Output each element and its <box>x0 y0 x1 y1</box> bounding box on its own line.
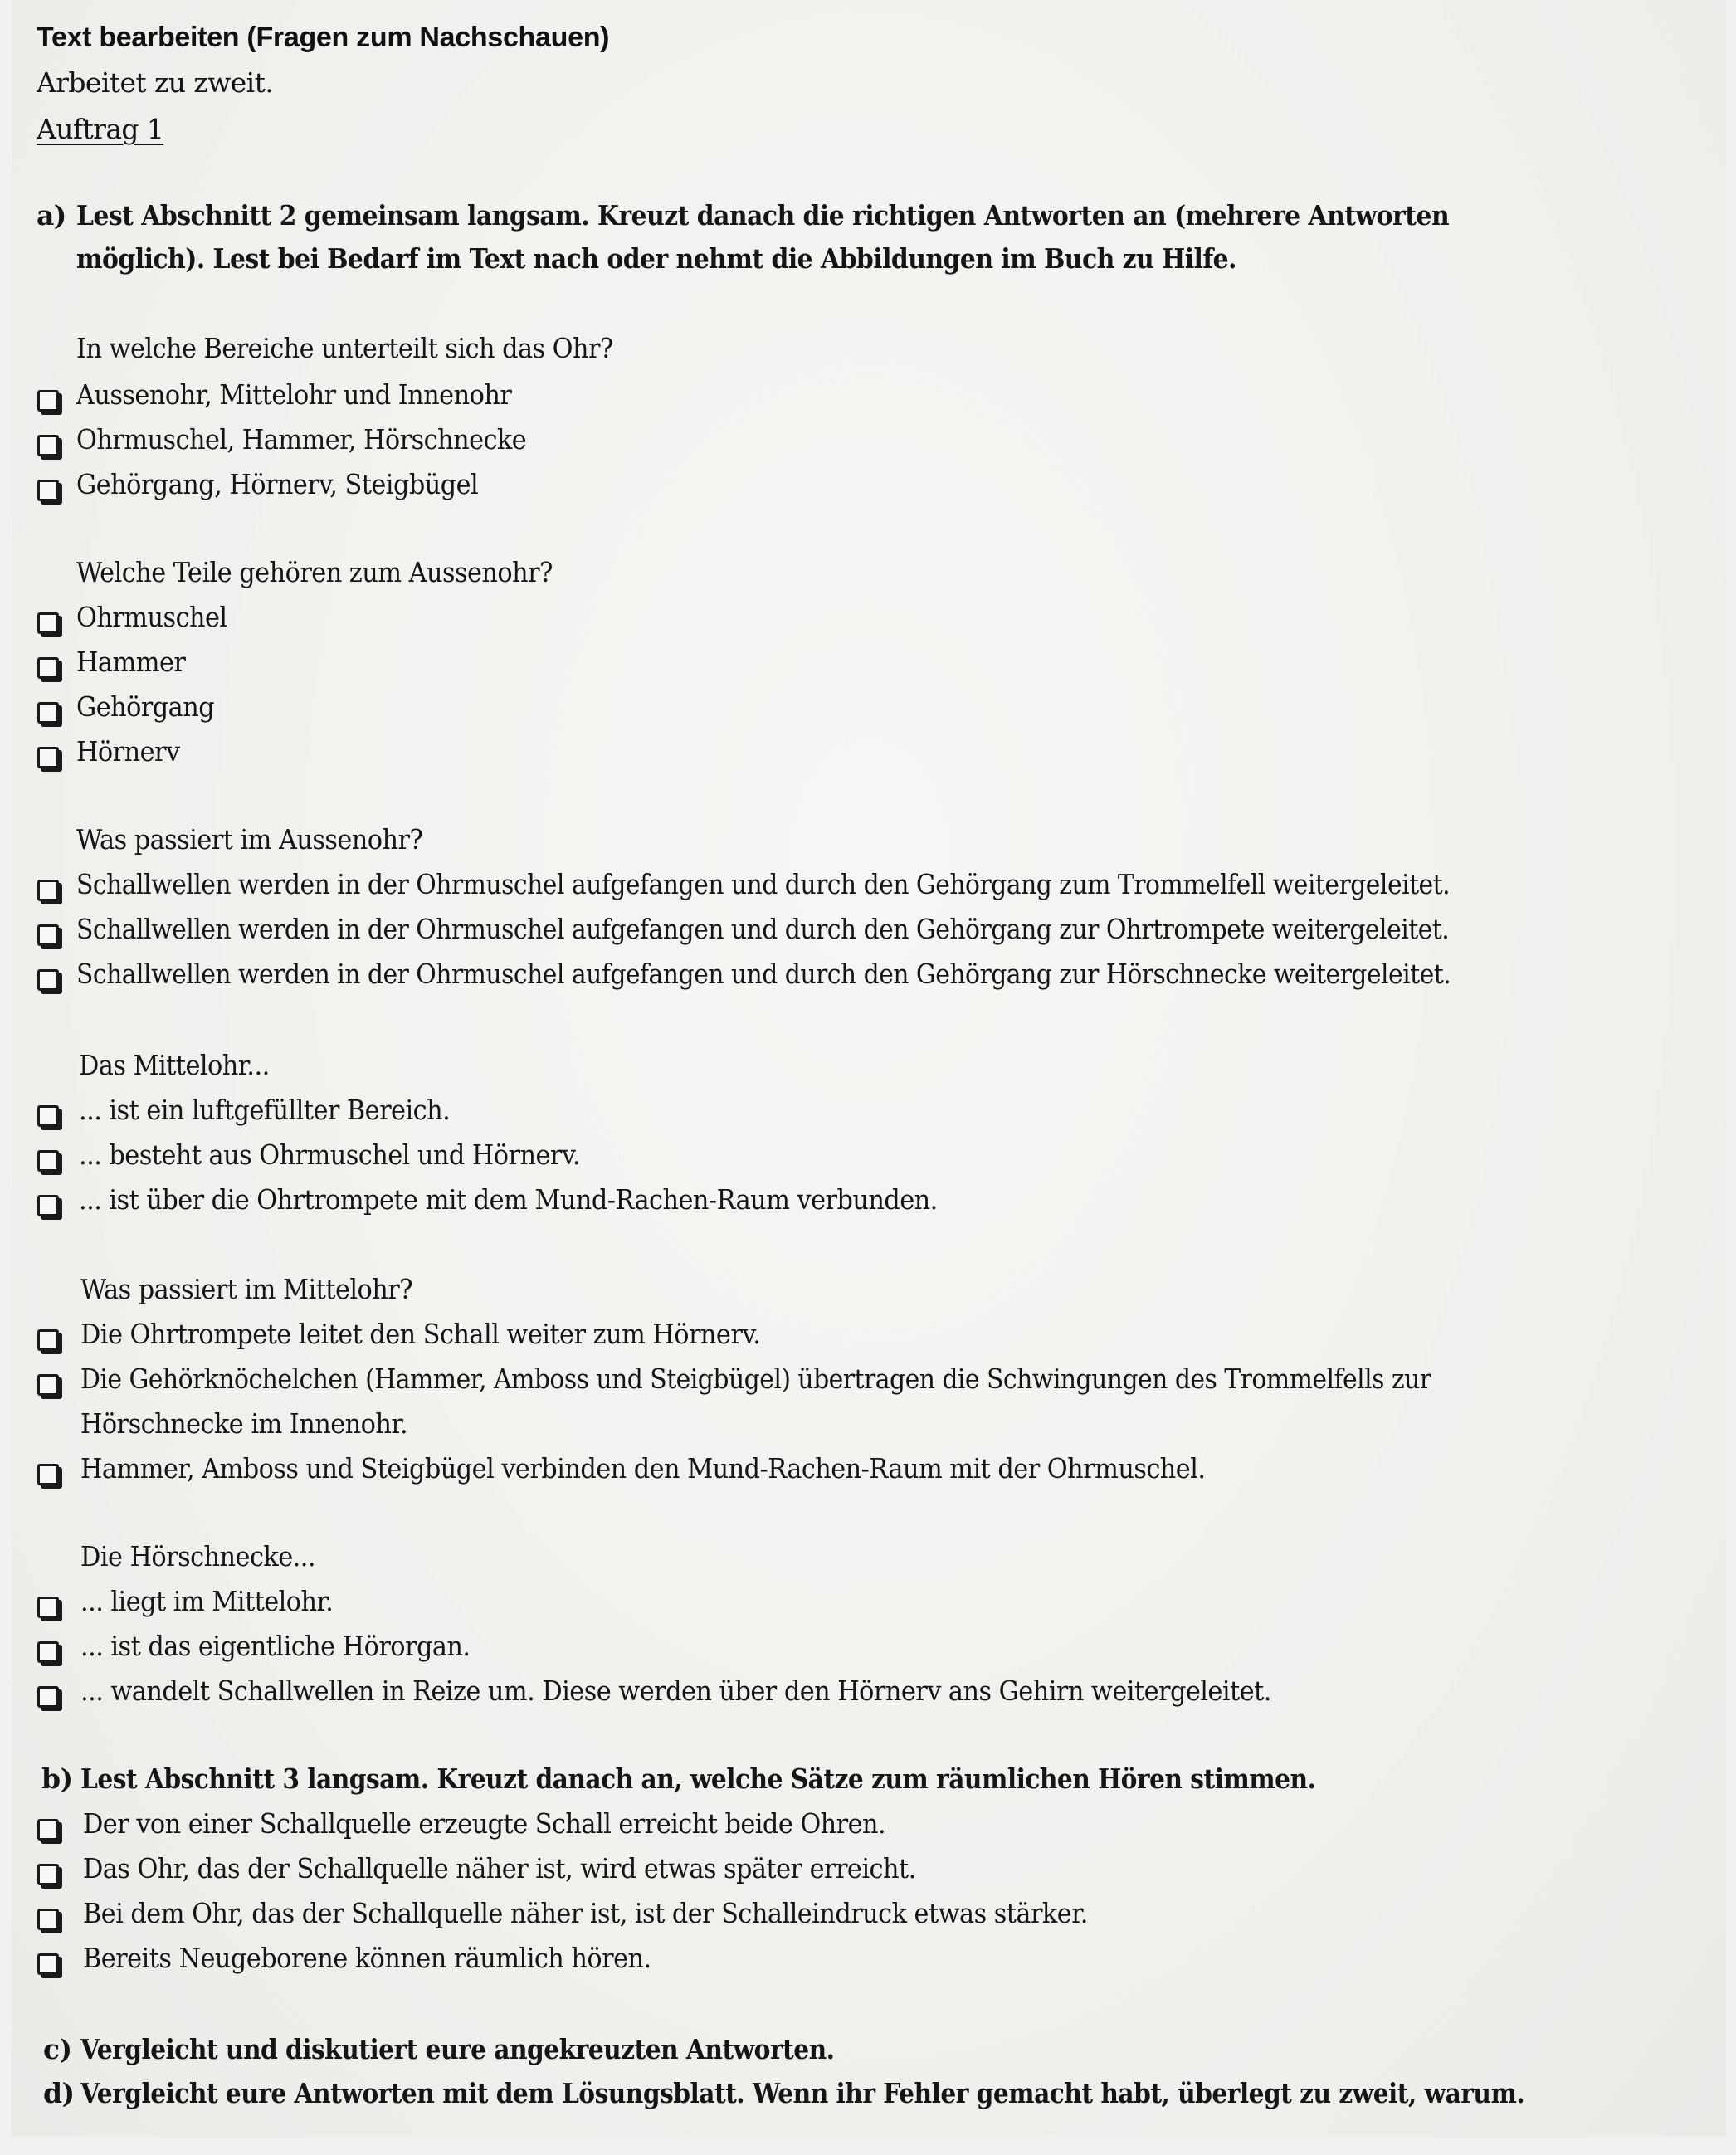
answer-option[interactable] <box>0 1675 1736 1719</box>
answer-option[interactable] <box>0 468 1736 513</box>
task-c-label: c) <box>43 2033 72 2065</box>
checkbox-icon[interactable] <box>37 702 59 724</box>
checkbox-icon[interactable] <box>37 1105 59 1127</box>
checkbox-icon[interactable] <box>37 880 59 901</box>
option-label: ... wandelt Schallwellen in Reize um. Diese werden über den Hörnerv ans Gehirn weitergeleitet. <box>80 1675 1271 1707</box>
option-label: Bei dem Ohr, das der Schallquelle näher ist, ist der Schalleindruck etwas stärker. <box>83 1897 1088 1929</box>
option-label: Der von einer Schallquelle erzeugte Schall erreicht beide Ohren. <box>83 1807 886 1840</box>
option-label: ... ist über die Ohrtrompete mit dem Mund-Rachen-Raum verbunden. <box>79 1183 938 1216</box>
option-label: Schallwellen werden in der Ohrmuschel aufgefangen und durch den Gehörgang zum Trommelfell weitergeleitet. <box>76 868 1451 900</box>
answer-option[interactable] <box>0 1942 1736 1987</box>
answer-option[interactable] <box>0 1363 1736 1407</box>
answer-option[interactable] <box>0 1897 1736 1942</box>
answer-option[interactable] <box>0 646 1736 690</box>
page-title: Text bearbeiten (Fragen zum Nachschauen) <box>37 22 610 53</box>
answer-option[interactable] <box>0 1630 1736 1675</box>
option-label: Hammer, Amboss und Steigbügel verbinden den Mund-Rachen-Raum mit der Ohrmuschel. <box>80 1452 1206 1485</box>
option-label: Bereits Neugeborene können räumlich hören. <box>83 1942 651 1974</box>
option-label: ... ist das eigentliche Hörorgan. <box>80 1630 471 1662</box>
answer-option[interactable] <box>0 958 1736 1002</box>
question-outer-ear-process: Was passiert im Aussenohr? <box>76 823 423 856</box>
question-middle-ear: Das Mittelohr... <box>79 1049 270 1081</box>
answer-option[interactable] <box>0 1852 1736 1897</box>
answer-option[interactable] <box>0 1807 1736 1852</box>
answer-option[interactable] <box>0 913 1736 958</box>
option-label: Ohrmuschel, Hammer, Hörschnecke <box>76 423 527 456</box>
answer-option[interactable] <box>0 601 1736 646</box>
assignment-heading: Auftrag 1 <box>37 113 164 145</box>
checkbox-icon[interactable] <box>37 480 59 501</box>
answer-option[interactable] <box>0 1138 1736 1183</box>
checkbox-icon[interactable] <box>37 1374 59 1396</box>
checkbox-icon[interactable] <box>37 1464 59 1485</box>
checkbox-icon[interactable] <box>37 612 59 634</box>
option-label: ... besteht aus Ohrmuschel und Hörnerv. <box>79 1138 580 1171</box>
checkbox-icon[interactable] <box>37 1819 59 1841</box>
answer-option[interactable] <box>0 1585 1736 1630</box>
answer-option[interactable] <box>0 1452 1736 1497</box>
checkbox-icon[interactable] <box>37 1909 59 1930</box>
checkbox-icon[interactable] <box>37 435 59 456</box>
option-label: Hörnerv <box>76 735 180 768</box>
checkbox-icon[interactable] <box>37 969 59 991</box>
answer-option[interactable] <box>0 1318 1736 1363</box>
checkbox-icon[interactable] <box>37 1195 59 1216</box>
checkbox-icon[interactable] <box>37 657 59 679</box>
option-label-continuation: Hörschnecke im Innenohr. <box>80 1407 408 1440</box>
checkbox-icon[interactable] <box>37 1953 59 1975</box>
checkbox-icon[interactable] <box>37 1864 59 1885</box>
option-label: Die Gehörknöchelchen (Hammer, Amboss und Steigbügel) übertragen die Schwingungen des Trommelfells zur <box>80 1363 1431 1395</box>
checkbox-icon[interactable] <box>37 1597 59 1618</box>
task-b-label: b) <box>41 1763 73 1795</box>
task-a-instruction-line2: möglich). Lest bei Bedarf im Text nach oder nehmt die Abbildungen im Buch zu Hilfe. <box>76 242 1236 275</box>
answer-option[interactable] <box>0 690 1736 735</box>
answer-option[interactable] <box>0 378 1736 423</box>
answer-option[interactable] <box>0 1183 1736 1228</box>
option-label: Das Ohr, das der Schallquelle näher ist, wird etwas später erreicht. <box>83 1852 916 1884</box>
task-a-instruction-line1: Lest Abschnitt 2 gemeinsam langsam. Kreuzt danach die richtigen Antworten an (mehrere Antworten <box>76 199 1450 232</box>
question-cochlea: Die Hörschnecke... <box>80 1540 315 1572</box>
option-label: Aussenohr, Mittelohr und Innenohr <box>76 378 512 411</box>
question-ear-regions: In welche Bereiche unterteilt sich das Ohr? <box>76 332 613 364</box>
task-c-instruction: Vergleicht und diskutiert eure angekreuzten Antworten. <box>80 2033 835 2065</box>
answer-option[interactable] <box>0 423 1736 468</box>
option-label: Gehörgang, Hörnerv, Steigbügel <box>76 468 479 500</box>
checkbox-icon[interactable] <box>37 1686 59 1708</box>
task-b-instruction: Lest Abschnitt 3 langsam. Kreuzt danach an, welche Sätze zum räumlichen Hören stimmen. <box>80 1763 1316 1795</box>
option-label: ... liegt im Mittelohr. <box>80 1585 334 1617</box>
task-d-instruction: Vergleicht eure Antworten mit dem Lösungsblatt. Wenn ihr Fehler gemacht habt, überlegt zu zweit, warum. <box>80 2077 1525 2109</box>
checkbox-icon[interactable] <box>37 747 59 768</box>
task-d-label: d) <box>43 2077 75 2109</box>
question-outer-ear-parts: Welche Teile gehören zum Aussenohr? <box>76 556 553 588</box>
checkbox-icon[interactable] <box>37 1329 59 1351</box>
option-label: Schallwellen werden in der Ohrmuschel aufgefangen und durch den Gehörgang zur Ohrtrompete weitergeleitet. <box>76 913 1450 945</box>
answer-option[interactable] <box>0 868 1736 913</box>
checkbox-icon[interactable] <box>37 1641 59 1663</box>
instruction-subtitle: Arbeitet zu zweit. <box>37 66 274 99</box>
answer-option[interactable] <box>0 1094 1736 1138</box>
option-label: Schallwellen werden in der Ohrmuschel aufgefangen und durch den Gehörgang zur Hörschnecke weitergeleitet. <box>76 958 1451 990</box>
option-label: Hammer <box>76 646 186 678</box>
checkbox-icon[interactable] <box>37 1150 59 1172</box>
checkbox-icon[interactable] <box>37 390 59 412</box>
option-label: Ohrmuschel <box>76 601 227 633</box>
answer-option[interactable] <box>0 735 1736 780</box>
checkbox-icon[interactable] <box>37 924 59 946</box>
option-label: ... ist ein luftgefüllter Bereich. <box>79 1094 451 1126</box>
option-label: Gehörgang <box>76 690 215 723</box>
option-label: Die Ohrtrompete leitet den Schall weiter zum Hörnerv. <box>80 1318 761 1350</box>
question-middle-ear-process: Was passiert im Mittelohr? <box>80 1273 412 1305</box>
task-a-label: a) <box>37 199 66 232</box>
